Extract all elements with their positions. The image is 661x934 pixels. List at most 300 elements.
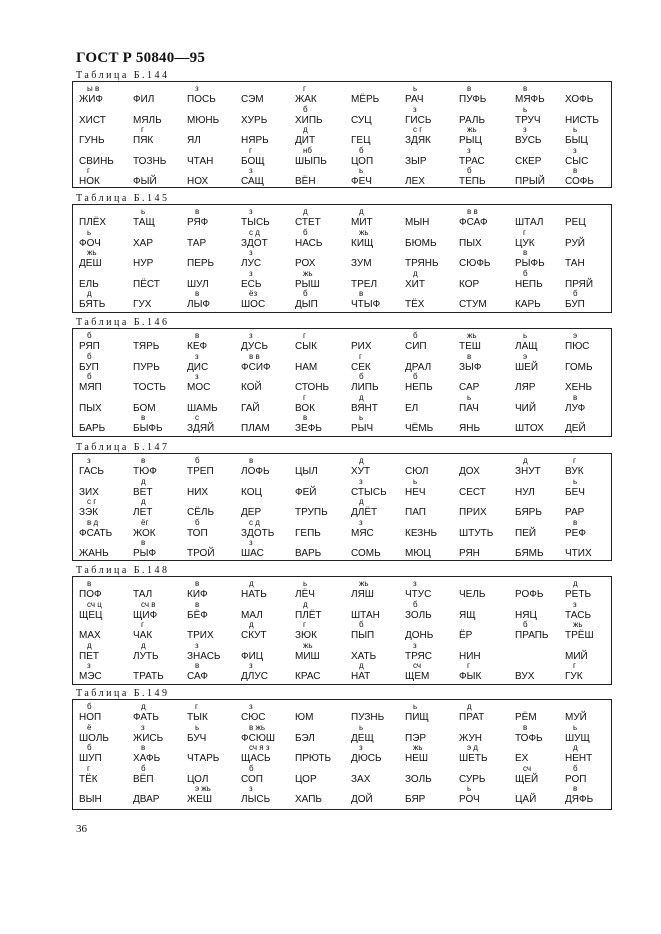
syllable-word: ДЛУС [241,671,268,682]
syllable-word: НАСЬ [295,237,323,249]
syllable-word: ПЛАМ [241,423,270,434]
syllable-word: БЁФ [187,609,208,621]
syllable-word: РЫЦ [459,135,482,146]
syllable-word: ДЕЩ [351,732,374,744]
sound-mark: в [195,207,200,216]
sound-mark: з [249,661,253,670]
syllable-word: ДЕЙ [565,423,586,434]
syllable-word: ЕЛЬ [79,278,99,290]
syllable-word: ЦОР [295,773,317,785]
syllable-word: ЕХ [515,753,529,764]
table-caption: Таблица Б.147 [76,442,170,453]
syllable-word: ЧАК [133,630,153,641]
sound-mark: д [573,579,578,588]
sound-mark: з [87,661,91,670]
syllable-word: ЧТУС [405,589,432,600]
sound-mark: з [467,145,471,155]
syllable-word: ДЛЁТ [351,507,378,518]
syllable-word: ЧТАРЬ [187,753,220,764]
sound-mark: б [303,289,308,298]
syllable-word: ТЁК [79,773,98,785]
sound-mark: з [413,579,417,588]
syllable-word: СОМЬ [351,548,381,559]
syllable-word: ХАПЬ [295,794,322,805]
table-cell [239,289,299,313]
syllable-word: ПЫХ [79,402,102,414]
sound-mark: с д [249,227,260,237]
sound-mark: в [195,661,200,670]
sound-mark: жь [359,579,369,588]
syllable-word: ТЕПЬ [459,176,486,187]
sound-mark: д [573,743,578,752]
table-cell [293,538,353,562]
syllable-word: ПРИХ [459,507,487,518]
syllable-word: ГИСЬ [405,114,432,126]
syllable-word: ФЕЧ [351,176,372,187]
syllable-word: ФАТЬ [133,712,159,723]
syllable-word: МИТ [351,217,373,228]
syllable-word: ПЕТ [79,650,99,662]
syllable-word: МИЙ [565,650,588,662]
sound-mark: нб [303,145,312,155]
syllable-word: НИХ [187,486,209,498]
syllable-word: РЫШ [295,278,320,290]
sound-mark: г [249,145,252,155]
sound-mark: г [303,84,306,93]
sound-mark: г [303,331,306,340]
syllable-word: МЯФЬ [515,94,545,105]
syllable-word: СТУМ [459,299,487,310]
syllable-word: МЯП [79,382,102,393]
sound-mark: в [523,84,528,93]
syllable-word: САЩ [241,176,265,187]
syllable-word: ФЕЙ [295,486,317,498]
table-cell [239,538,299,562]
syllable-word: ДИС [187,361,209,373]
syllable-word: ГАЙ [241,402,260,414]
sound-mark: з [249,702,253,711]
sound-mark: з [573,145,577,155]
sound-mark: сч ц [87,599,102,609]
syllable-word: РЯН [459,548,480,559]
syllable-word: ВУХ [515,671,535,682]
table-row [73,661,611,685]
syllable-word: ЯНЬ [459,423,481,434]
syllable-word: ЮМ [295,712,314,723]
sound-mark: жь [573,620,583,629]
syllable-word: БЫЦ [565,135,588,146]
syllable-word: СКЕР [515,155,542,167]
syllable-word: ГУХ [133,299,152,310]
syllable-word: ТРУЧ [515,114,541,126]
syllable-word: СВИНЬ [79,155,114,167]
syllable-word: ЗЭК [79,507,99,518]
syllable-word: ЛУС [241,258,262,269]
syllable-word: ЗДЯЙ [187,423,215,434]
sound-mark: з [249,268,253,278]
syllable-word: НОХ [187,176,209,187]
syllable-word: ЗУМ [351,258,372,269]
syllable-word: КИФ [187,589,208,600]
syllable-word: РАЧ [405,94,424,105]
syllable-word: ТРИХ [187,630,214,641]
sound-mark: д [249,620,254,629]
table-cell [457,289,517,313]
table-cell [563,289,623,313]
syllable-word: СЫС [565,155,589,167]
syllable-word: САФ [187,671,208,682]
word-table [72,576,612,685]
syllable-word: ЖУН [459,732,483,744]
sound-mark: с [195,413,199,422]
syllable-word: ЧТИХ [565,548,592,559]
table-cell [563,166,623,190]
table-row [73,784,611,808]
syllable-word: ЖОК [133,527,156,539]
table-row [73,538,611,562]
syllable-word: ЖАНЬ [79,548,109,559]
syllable-word: ПЮС [565,341,590,352]
syllable-word: ТЁХ [405,299,425,310]
syllable-word: ЩЕМ [405,671,430,682]
table-caption: Таблица Б.145 [76,193,170,204]
table-cell [349,413,409,437]
syllable-word: ТРУПЬ [295,507,328,518]
syllable-word: ЩЕЦ [79,609,103,621]
table-cell [403,538,463,562]
syllable-word: ДЯФЬ [565,794,594,805]
sound-mark: г [467,661,470,670]
syllable-word: ТРЁШ [565,630,594,641]
syllable-word: ПЁСТ [133,278,160,290]
table-cell [403,289,463,313]
syllable-word: ЛУФ [565,402,586,414]
sound-mark: в [195,289,200,298]
syllable-word: ЧЁМЬ [405,423,434,434]
syllable-word: РОФЬ [515,589,544,600]
syllable-word: МАЛ [241,609,263,621]
sound-mark: б [413,599,418,609]
sound-mark: г [523,227,526,237]
syllable-word: ХАФЬ [133,753,161,764]
table-caption: Таблица Б.148 [76,565,170,576]
syllable-word: ВЕТ [133,486,153,498]
syllable-word: ЗЫФ [459,361,482,373]
syllable-word: ЛАЩ [515,341,538,352]
table-cell [293,166,353,190]
table-cell [239,661,299,685]
syllable-word: НАТЬ [241,589,267,600]
syllable-word: ЦОП [351,155,374,167]
table-cell [185,289,245,313]
syllable-word: НЕПЬ [405,382,433,393]
syllable-word: ПРАТ [459,712,485,723]
syllable-word: СЮС [241,712,266,723]
syllable-word: ЛЁЧ [295,589,315,600]
sound-mark: д [303,599,308,609]
syllable-word: РЕФ [565,527,586,539]
syllable-word: ДОЙ [351,794,373,805]
syllable-word: ЩИФ [133,609,158,621]
syllable-word: ЛЫФ [187,299,211,310]
sound-mark: б [195,456,200,465]
syllable-word: ХИСТ [79,114,106,126]
sound-mark: г [87,166,90,175]
syllable-word: ШОС [241,299,266,310]
syllable-word: ЦОЛ [187,773,209,785]
syllable-word: ЗОЛЬ [405,609,432,621]
syllable-word: БЯР [405,794,426,805]
table-cell [131,413,191,437]
sound-mark: з [195,640,199,650]
syllable-word: ЗНАСЬ [187,650,221,662]
syllable-word: СТЕТ [295,217,321,228]
sound-mark: ь [413,84,418,93]
syllable-word: ВАРЬ [295,548,322,559]
sound-mark: б [303,104,308,114]
sound-mark: в [573,166,578,175]
sound-mark: в [141,413,146,422]
syllable-word: ГУНЬ [79,135,105,146]
syllable-word: ЛЯР [515,382,536,393]
syllable-word: ЗОЛЬ [405,773,432,785]
syllable-word: ЦЫЛ [295,466,318,477]
sound-mark: з [359,743,363,752]
sound-mark: в [573,517,578,527]
syllable-word: ДЮСЬ [351,753,382,764]
table-cell [457,538,517,562]
syllable-word: РЁМ [515,712,537,723]
syllable-word: ШУЩ [565,732,590,744]
sound-mark: б [87,372,92,381]
table-cell [185,166,245,190]
sound-mark: б [303,227,308,237]
sound-mark: г [141,620,144,629]
syllable-word: ШЕЙ [515,361,539,373]
sound-mark: д [87,640,92,650]
table-cell [349,784,409,808]
syllable-word: ШУЛ [187,278,209,290]
syllable-word: ПУЗНЬ [351,712,385,723]
sound-mark: б [359,620,364,629]
syllable-word: ПЕРЬ [187,258,215,269]
syllable-word: ТРЯС [405,650,433,662]
syllable-word: ЛЫСЬ [241,794,271,805]
table-cell [77,166,137,190]
sound-mark: ь [523,104,528,114]
syllable-word: НИН [459,650,481,662]
sound-mark: з [249,166,253,175]
sound-mark: з [195,84,199,93]
syllable-word: СЁЛЬ [187,507,215,518]
sound-mark: жь [359,227,369,237]
syllable-word: ЧИЙ [515,402,537,414]
syllable-word: МЮЦ [405,548,431,559]
syllable-word: ШТОХ [515,423,544,434]
sound-mark: д [303,207,308,216]
syllable-word: ШТУТЬ [459,527,494,539]
sound-mark: ь [523,331,528,340]
table-cell [563,661,623,685]
syllable-word: ДРАЛ [405,361,432,373]
syllable-word: ТРАТЬ [133,671,164,682]
syllable-word: ДЫП [295,299,318,310]
syllable-word: БЭЛ [295,732,315,744]
sound-mark: д [359,456,364,465]
syllable-word: ТАЩ [133,217,155,228]
table-caption: Таблица Б.149 [76,688,170,699]
syllable-word: ФСИФ [241,361,271,373]
syllable-word: ЗДОТЬ [241,527,275,539]
sound-mark: в [87,579,92,588]
sound-mark: б [87,743,92,752]
syllable-word: ЛЯШ [351,589,374,600]
sound-mark: ё [87,722,92,732]
syllable-word: СЕСТ [459,486,486,498]
sound-mark: з [359,517,363,527]
syllable-word: ЗИХ [79,486,99,498]
syllable-word: ФЫЙ [133,176,157,187]
sound-mark: э [573,331,578,340]
syllable-word: БЮМЬ [405,237,437,249]
sound-mark: д [359,497,364,506]
sound-mark: д [141,640,146,650]
sound-mark: в в [467,207,478,216]
sound-mark: б [359,372,364,381]
sound-mark: д [467,702,472,711]
syllable-word: ЦАЙ [515,794,537,805]
sound-mark: ь [359,413,364,422]
table-cell [131,661,191,685]
word-table [72,81,612,188]
syllable-word: ЗАХ [351,773,371,785]
syllable-word: ТРЕП [187,466,214,477]
sound-mark: ь [573,722,578,732]
sound-mark: в жь [249,722,265,732]
syllable-word: ПУРЬ [133,361,160,373]
sound-mark: г [141,125,144,134]
syllable-word: РОЧ [459,794,480,805]
sound-mark: ь [467,784,472,793]
sound-mark: в [573,784,578,793]
syllable-word: ТРЯНЬ [405,258,439,269]
sound-mark: в [195,599,200,609]
table-cell [77,413,137,437]
syllable-word: ФСЮШ [241,732,276,744]
syllable-word: БУП [565,299,585,310]
table-cell [457,661,517,685]
syllable-word: РЕЦ [565,217,586,228]
syllable-word: ШТАЛ [515,217,544,228]
table-cell [293,784,353,808]
syllable-word: МЮНЬ [187,114,220,126]
syllable-word: ЛОФЬ [241,466,270,477]
syllable-word: ТОСТЬ [133,382,166,393]
sound-mark: б [87,351,92,361]
syllable-word: СИП [405,341,427,352]
syllable-word: ВЁН [295,176,316,187]
syllable-word: ЗДОТ [241,237,268,249]
sound-mark: з [87,456,91,465]
sound-mark: э [523,351,528,361]
sound-mark: б [195,517,200,527]
syllable-word: КОР [459,278,480,290]
sound-mark: з [249,207,253,216]
sound-mark: ь [573,476,578,486]
sound-mark: в [523,722,528,732]
syllable-word: ШТАН [351,609,380,621]
syllable-word: ПРЯЙ [565,278,594,290]
sound-mark: б [467,166,472,175]
syllable-word: ФИЛ [133,94,155,105]
syllable-word: БУЧ [187,732,207,744]
sound-mark: в [249,456,254,465]
syllable-word: РИХ [351,341,372,352]
syllable-word: ЗЮК [295,630,317,641]
syllable-word: РОП [565,773,587,785]
sound-mark: ь [141,207,146,216]
table-cell [185,661,245,685]
syllable-word: СУРЬ [459,773,486,785]
sound-mark: сч я з [249,743,270,752]
word-table [72,328,612,437]
syllable-word: ПРЫЙ [515,176,545,187]
syllable-word: ЕСЬ [241,278,262,290]
sound-mark: э жь [195,784,211,793]
table-caption: Таблица Б.144 [76,70,170,81]
table-cell [293,289,353,313]
table-cell [457,784,517,808]
syllable-word: ГОМЬ [565,361,593,373]
table-cell [239,166,299,190]
sound-mark: с г [87,497,97,506]
syllable-word: БАРЬ [79,423,106,434]
sound-mark: в [573,392,578,402]
sound-mark: б [573,763,578,773]
table-cell [77,661,137,685]
sound-mark: ы в [87,84,100,93]
syllable-word: ПУФЬ [459,94,487,105]
syllable-word: ГАСЬ [79,466,104,477]
sound-mark: б [87,702,92,711]
sound-mark: ь [413,476,418,486]
syllable-word: ВУСЬ [515,135,542,146]
syllable-word: ДУСЬ [241,341,269,352]
table-cell [131,166,191,190]
syllable-word: ДВАР [133,794,160,805]
page-number: 36 [76,823,87,835]
syllable-word: НАТ [351,671,371,682]
syllable-word: МЫН [405,217,430,228]
document-header: ГОСТ Р 50840—95 [76,50,206,66]
syllable-word: ПИЩ [405,712,429,723]
sound-mark: в [141,538,146,547]
word-table [72,699,612,810]
syllable-word: СКУТ [241,630,267,641]
syllable-word: ЗДЯК [405,135,431,146]
syllable-word: ЛЕХ [405,176,425,187]
sound-mark: б [523,268,528,278]
syllable-word: ТОЗНЬ [133,155,167,167]
sound-mark: б [523,620,528,629]
syllable-word: ГЕПЬ [295,527,321,539]
syllable-word: ЛЕТ [133,507,153,518]
table-row [73,289,611,313]
syllable-word: ЗЫР [405,155,427,167]
syllable-word: РЫФ [133,548,157,559]
syllable-word: НИСТЬ [565,114,599,126]
table-cell [349,166,409,190]
